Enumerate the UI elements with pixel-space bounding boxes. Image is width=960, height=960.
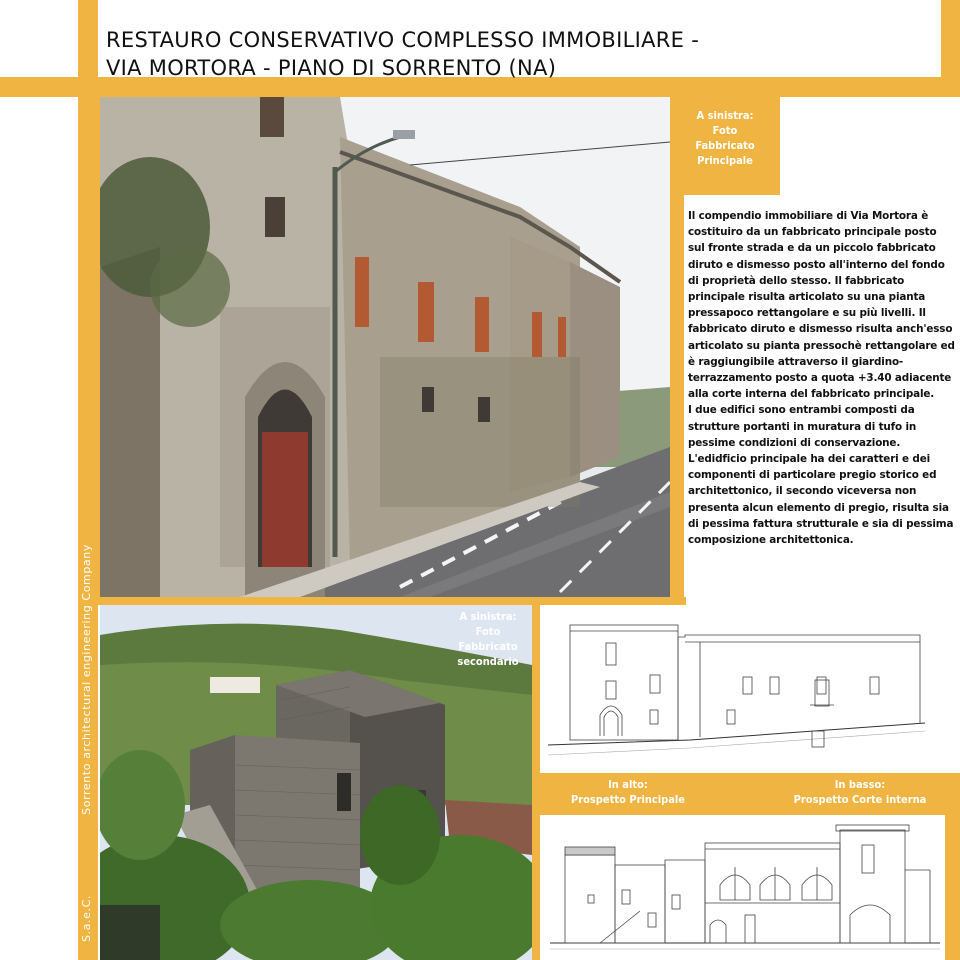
caption-main-line-1: A sinistra: bbox=[696, 109, 754, 122]
label-elevation-top-line-2: Prospetto Principale bbox=[570, 793, 686, 806]
title-line-1: RESTAURO CONSERVATIVO COMPLESSO IMMOBILIARE - bbox=[106, 28, 700, 52]
page-title bbox=[106, 26, 906, 82]
description-paragraph-2: I due edifici sono entrambi composti da strutture portanti in muratura di tufo in pessime condizioni di conservazione. L'edidficio principale ha dei caratteri e dei componenti di particolare pregio storico ed architettonico, il secondo viceversa non presenta alcun elemento di pregio, risulta sia di pessima fattura strutturale e sia di pessima composizione architettonica. bbox=[688, 404, 954, 547]
caption-secondary-line-1: A sinistra: bbox=[459, 610, 517, 623]
caption-secondary-line-4: secondario bbox=[457, 655, 519, 668]
photo-frame-bottom bbox=[98, 597, 686, 605]
elevation-bottom-frame-left bbox=[532, 815, 540, 960]
main-building-photo bbox=[100, 97, 670, 597]
elevation-drawing-courtyard bbox=[540, 815, 945, 960]
elevation-top-frame-left bbox=[532, 605, 540, 775]
title-line-2: VIA MORTORA - PIANO DI SORRENTO (NA) bbox=[106, 56, 557, 80]
description-paragraph-1: Il compendio immobiliare di Via Mortora è costituiro da un fabbricato principale posto sul fronte strada e da un piccolo fabbricato diruto e dismesso posto all'interno del fondo di proprietà dello stesso. Il fabbricato principale risulta articolato su una pianta pressapoco rettangolare e su più livelli. Il fabbricato diruto e dismesso risulta anch'esso articolato su pianta pressochè rettangolare ed è raggiungibile attraverso il giardino-terrazzamento posto a quota +3.40 adiacente alla corte interna del fabbricato principale. bbox=[688, 210, 955, 401]
description-text bbox=[688, 208, 956, 548]
label-elevation-bottom-line-2: Prospetto Corte interna bbox=[793, 793, 927, 806]
caption-main-line-4: Principale bbox=[697, 154, 753, 167]
label-elevation-top-line-1: In alto: bbox=[608, 778, 648, 791]
caption-secondary-line-3: Fabbricato bbox=[458, 640, 518, 653]
caption-secondary-photo bbox=[444, 609, 532, 669]
caption-secondary-line-2: Foto bbox=[475, 625, 501, 638]
company-name: Sorrento architectural engineering Company bbox=[80, 544, 93, 815]
right-gold-stripe bbox=[941, 0, 960, 97]
label-elevation-bottom-line-1: In basso: bbox=[834, 778, 886, 791]
caption-main-line-2: Foto bbox=[712, 124, 738, 137]
company-vertical-text bbox=[80, 522, 96, 942]
company-abbr: S.a.e.C. bbox=[80, 895, 93, 942]
caption-main-line-3: Fabbricato bbox=[695, 139, 755, 152]
label-elevation-bottom bbox=[780, 777, 940, 807]
caption-main-photo bbox=[670, 108, 780, 168]
elevation-drawing-principal bbox=[540, 605, 960, 773]
elevation-bottom-frame-right bbox=[945, 773, 960, 960]
label-elevation-top bbox=[540, 777, 716, 807]
